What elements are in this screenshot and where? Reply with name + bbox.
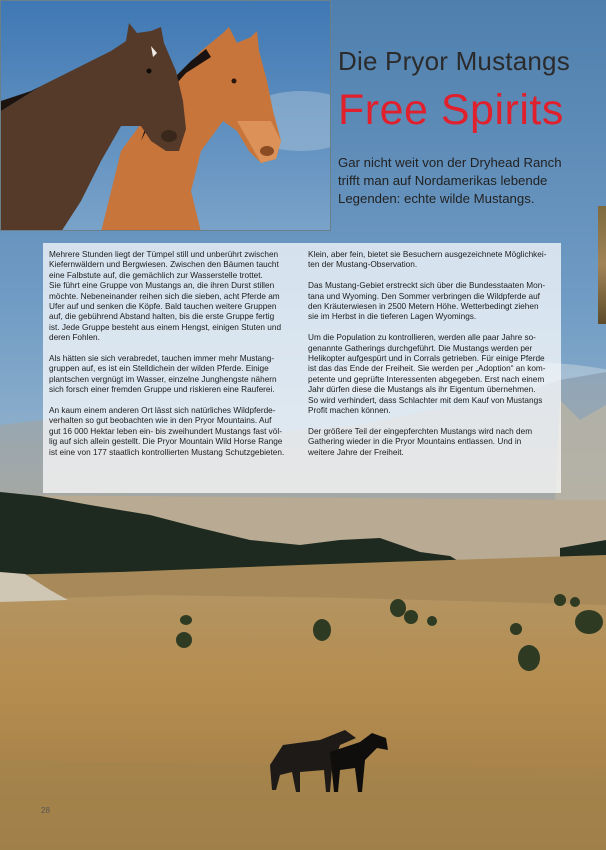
lead-paragraph: Gar nicht weit von der Dryhead Ranch trifft man auf Nordamerikas lebende Legenden: echte wilde Mustangs. [338, 155, 562, 206]
article-title: Free Spirits [338, 86, 564, 134]
body-paragraph: Klein, aber fein, bietet sie Besuchern ausgezeichnete Möglichkei- ten der Mustang-Observation. [308, 250, 547, 270]
text-column-right [308, 250, 556, 468]
body-paragraph: Als hätten sie sich verabredet, tauchen immer mehr Mustang- gruppen auf, es ist ein Stelldichein der wilden Pferde. Einige plantschen vergnügt im Wasser, einzelne Junghengste nähern sich forsch einer fremden Gruppe und riskieren eine Rauferei. [49, 354, 277, 395]
horses-portrait-photo [0, 0, 331, 231]
text-column-left [49, 250, 299, 468]
body-paragraph: An kaum einem anderen Ort lässt sich natürliches Wildpferde- verhalten so gut beobachten wie in den Pryor Mountains. Auf gut 16 000 Hektar leben ein- bis zweihundert Mustangs fast völ- lig auf sich allein gestellt. Die Pryor Mountain Wild Horse Range ist eine von 177 staatlich kontrollierten Mustang Schutzgebieten. [49, 406, 285, 457]
body-paragraph: Mehrere Stunden liegt der Tümpel still und unberührt zwischen Kiefernwäldern und Bergwiesen. Zwischen den Bäumen taucht eine Falbstute auf, die gemächlich zur Wasserstelle trottet. Sie führt eine Gruppe von Mustangs an, die ihren Durst stillen möchte. Nebeneinander reihen sich die sieben, acht Pferde am Ufer auf und senken die Köpfe. Bald tauchen weitere Gruppen auf, die gebührend Abstand halten, bis die erste Gruppe fertig ist. Jede Gruppe besteht aus einem Hengst, einigen Stuten und deren Fohlen. [49, 250, 282, 343]
body-paragraph: Das Mustang-Gebiet erstreckt sich über die Bundesstaaten Mon- tana und Wyoming. Den Sommer verbringen die Wildpferde auf den Kräuterwiesen in 2500 Metern Höhe. Wetterbedingt ziehen sie im Herbst in die tieferen Lagen Wyomings. [308, 281, 546, 322]
edge-photo-strip [598, 206, 606, 324]
page-number: 28 [41, 806, 50, 815]
body-paragraph: Um die Population zu kontrollieren, werden alle paar Jahre so- genannte Gatherings durchgeführt. Die Mustangs werden per Helikopter aufgespürt und in Corrals getrieben. Für einige Pferde ist das das Ende der Freiheit. Sie werden per „Adoption“ an kom- petente und geprüfte Interessenten abgegeben. Erst nach einem Jahr dürfen diese die Mustangs als ihr Eigentum übernehmen. So wird verhindert, dass Schlachter mit dem Kauf von Mustangs Profit machen können. [308, 333, 546, 416]
body-text-panel [43, 243, 561, 493]
body-paragraph: Der größere Teil der eingepferchten Mustangs wird nach dem Gathering wieder in die Pryor Mountains entlassen. Und in weitere Jahre der Freiheit. [308, 426, 533, 457]
article-subtitle: Die Pryor Mustangs [338, 46, 570, 76]
